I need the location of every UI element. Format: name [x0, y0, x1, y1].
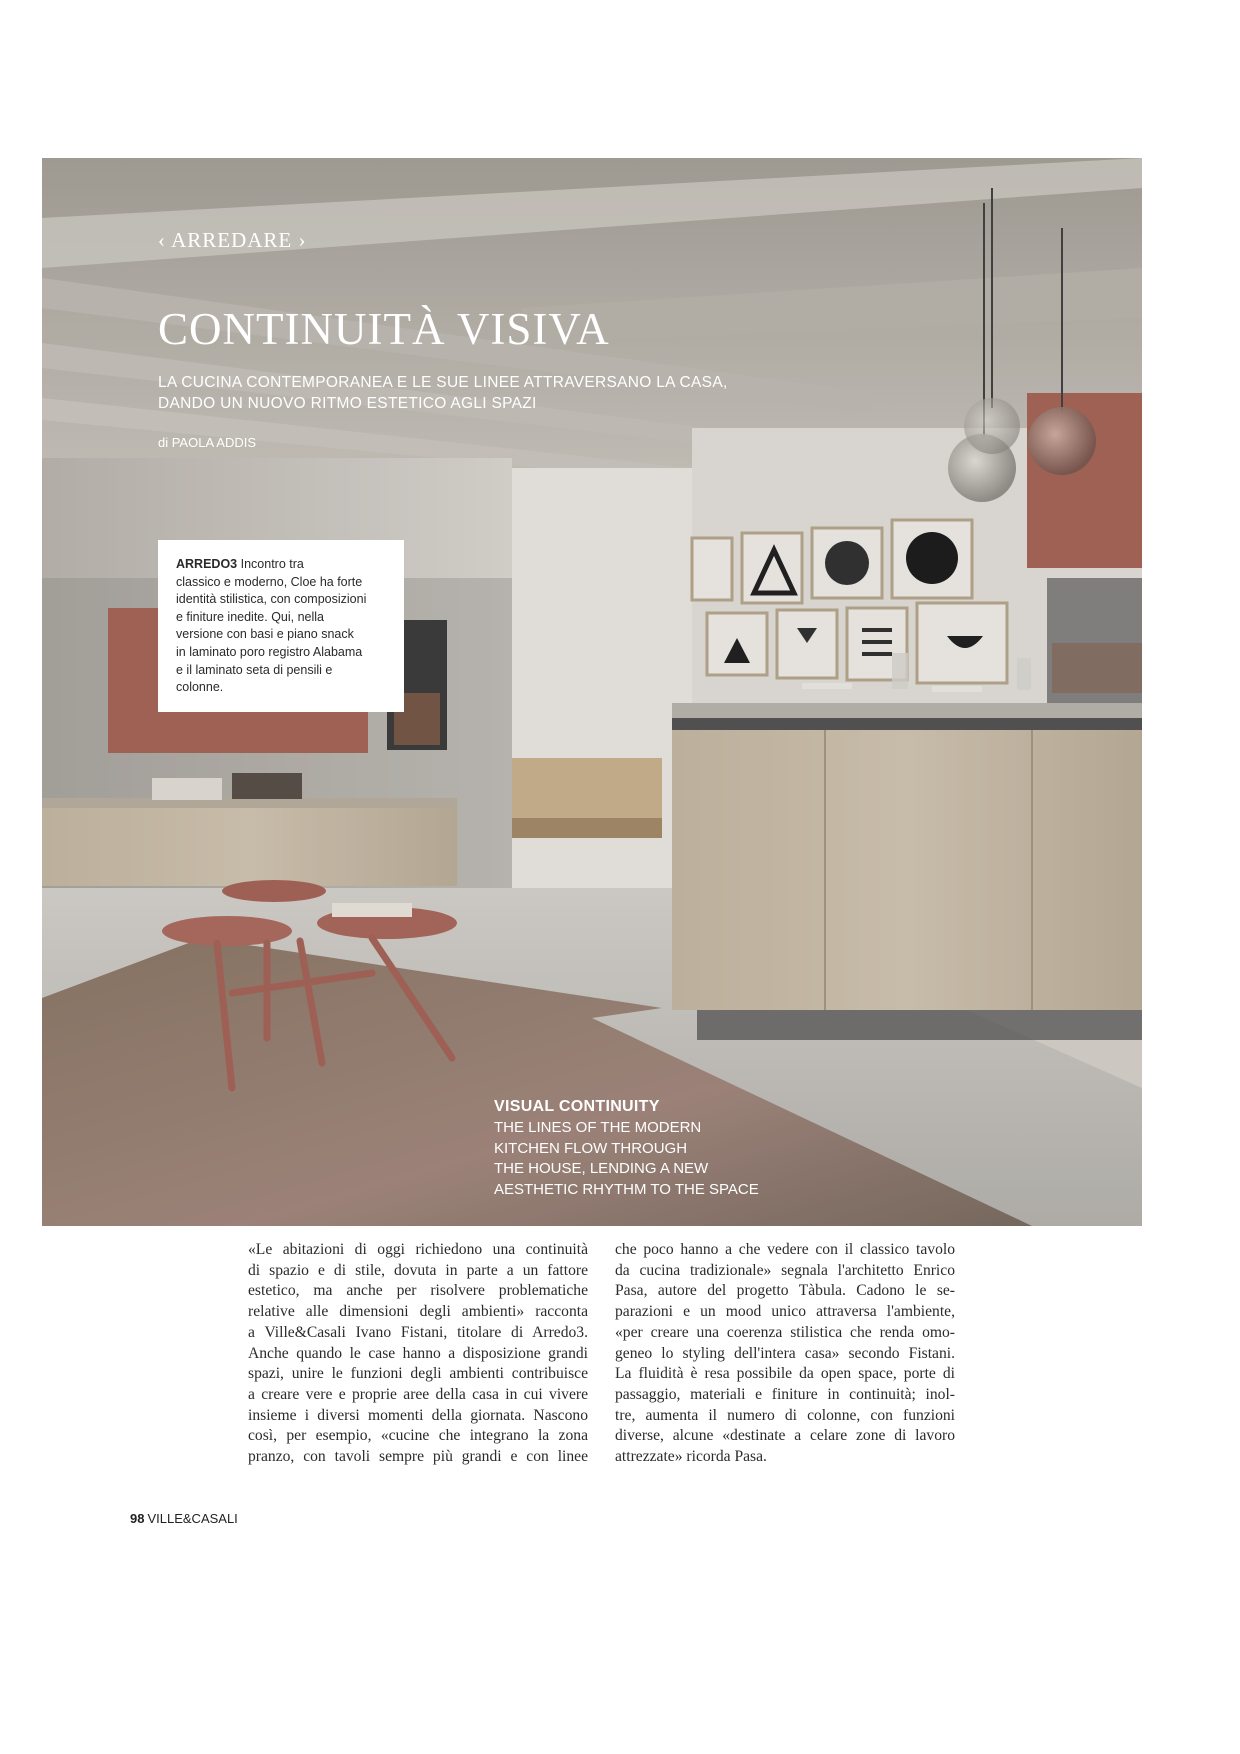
subtitle-line: LA CUCINA CONTEMPORANEA E LE SUE LINEE ATTRAVERSANO LA CASA,: [158, 374, 728, 391]
body-line: spazi, unire le funzioni degli ambienti contribuisce: [248, 1365, 588, 1383]
body-line: che poco hanno a che vedere con il classico tavolo: [615, 1241, 955, 1258]
caption-line: in laminato poro registro Alabama: [176, 644, 363, 659]
english-caption-line: THE HOUSE, LENDING A NEW: [494, 1160, 709, 1177]
body-line: «Le abitazioni di oggi richiedono una continuità: [248, 1241, 588, 1258]
caption-line: e finiture inedite. Qui, nella: [176, 609, 325, 624]
body-line: tre, aumenta il numero di colonne, con funzioni: [615, 1406, 955, 1424]
author-byline: di PAOLA ADDIS: [158, 435, 257, 450]
body-line: passaggio, materiali e finiture in continuità; inol-: [615, 1385, 955, 1403]
body-line: La fluidità è resa possibile da open space, porte di: [615, 1365, 955, 1383]
body-line: geneo lo styling dell'intera casa» secondo Fistani.: [615, 1344, 955, 1362]
body-line: a creare vere e proprie aree della casa in cui vivere: [248, 1385, 588, 1403]
body-line: così, per esempio, «cucine che integrano la zona: [248, 1427, 588, 1445]
english-caption: [494, 1096, 834, 1200]
caption-line: versione con basi e piano snack: [176, 627, 354, 642]
subtitle-line: DANDO UN NUOVO RITMO ESTETICO AGLI SPAZI: [158, 395, 537, 412]
english-caption-heading: VISUAL CONTINUITY: [494, 1098, 660, 1115]
caption-text: Incontro tra: [240, 557, 304, 571]
caption-line: [176, 556, 386, 574]
article-title: CONTINUITÀ VISIVA: [158, 304, 610, 354]
body-line: Anche quando le case hanno a disposizione grandi: [248, 1344, 588, 1362]
body-line: parazioni e un mood unico attraversa l'ambiente,: [615, 1303, 955, 1321]
body-line: di spazio e di stile, dovuta in parte a un fattore: [248, 1261, 588, 1279]
caption-line: identità stilistica, con composizioni: [176, 592, 367, 607]
english-caption-line: AESTHETIC RHYTHM TO THE SPACE: [494, 1180, 759, 1198]
english-caption-line: KITCHEN FLOW THROUGH: [494, 1139, 688, 1157]
article-subtitle: [158, 372, 778, 414]
english-caption-line: THE LINES OF THE MODERN: [494, 1119, 702, 1136]
body-line: diverse, alcune «destinate a celare zone di lavoro: [615, 1427, 955, 1445]
section-kicker: ‹ ARREDARE ›: [158, 228, 307, 252]
body-column-1: [248, 1240, 588, 1468]
caption-line: e il laminato seta di pensili e: [176, 662, 333, 677]
page-folio: [130, 1511, 238, 1526]
body-line: insieme i diversi momenti della giornata. Nascono: [248, 1406, 588, 1424]
magazine-name: VILLE&CASALI: [147, 1511, 238, 1526]
caption-line: classico e moderno, Cloe ha forte: [176, 574, 363, 589]
hero-photo: [42, 158, 1142, 1226]
body-line: attrezzate» ricorda Pasa.: [615, 1448, 767, 1466]
body-line: pranzo, con tavoli sempre più grandi e con linee: [248, 1448, 588, 1466]
body-line: relative alle dimensioni degli ambienti» racconta: [248, 1303, 588, 1321]
body-line: «per creare una coerenza stilistica che renda omo-: [615, 1323, 955, 1341]
caption-brand: ARREDO3: [176, 557, 238, 571]
caption-line: colonne.: [176, 680, 224, 695]
photo-caption-box: [158, 540, 404, 712]
body-line: da cucina tradizionale» segnala l'architetto Enrico: [615, 1261, 955, 1279]
body-column-2: [615, 1240, 955, 1468]
body-line: estetico, ma anche per risolvere problematiche: [248, 1282, 588, 1300]
body-line: Pasa, autore del progetto Tàbula. Cadono le se-: [615, 1282, 955, 1300]
body-line: a Ville&Casali Ivano Fistani, titolare di Arredo3.: [248, 1323, 588, 1341]
page-number: 98: [130, 1511, 145, 1526]
